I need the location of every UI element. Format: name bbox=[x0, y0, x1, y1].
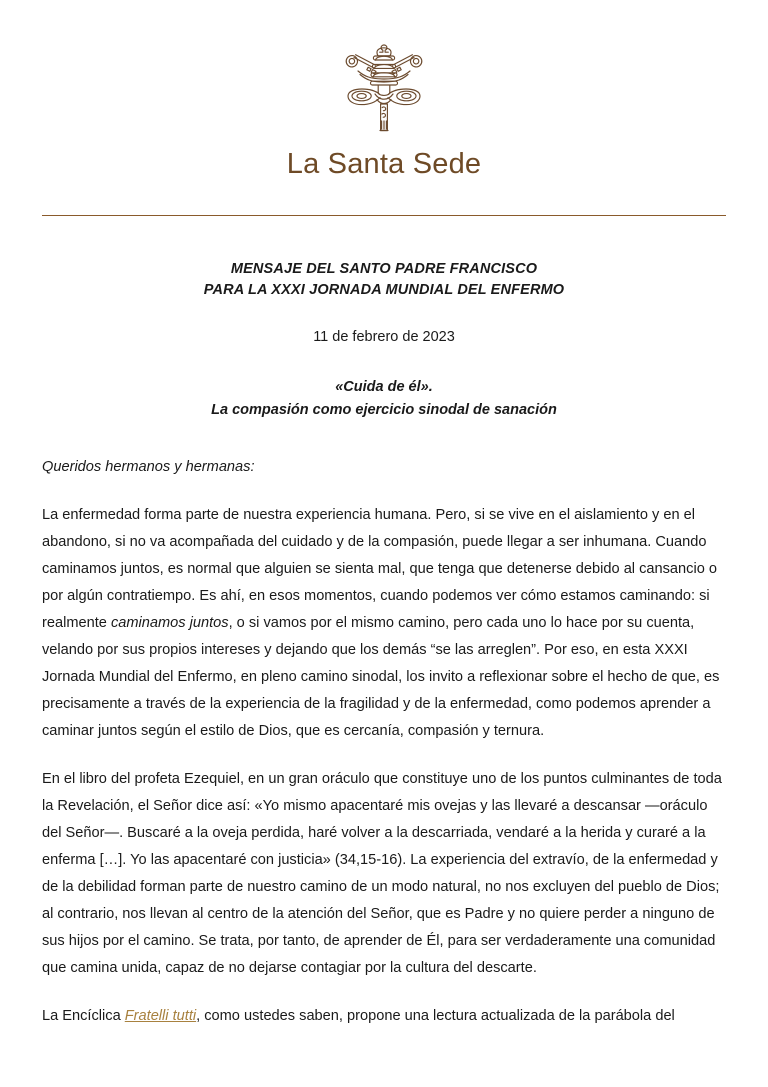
masthead bbox=[42, 0, 726, 216]
paragraph-3 bbox=[42, 1003, 726, 1030]
papal-coat-of-arms-icon bbox=[336, 38, 432, 138]
document-subtitle bbox=[42, 376, 726, 422]
paragraph-3-text-part-2: , como ustedes saben, propone una lectura actualizada de la parábola del bbox=[196, 1007, 675, 1024]
document-heading-line-2: PARA LA XXXI JORNADA MUNDIAL DEL ENFERMO bbox=[203, 281, 565, 298]
paragraph-1-emphasis: caminamos juntos bbox=[110, 614, 229, 631]
document-heading-line-1: MENSAJE DEL SANTO PADRE FRANCISCO bbox=[230, 260, 538, 277]
paragraph-1-text-part-2: , o si vamos por el mismo camino, pero cada uno lo hace por su cuenta, velando por sus propios intereses y dejando que los demás “se las arreglen”. Por eso, en esta XXXI Jornada Mundial del Enfermo, en pleno camino sinodal, los invito a reflexionar sobre el hecho de que, es precisamente a través de la experiencia de la fragilidad y de la enfermedad, como podemos aprender a caminar juntos según el estilo de Dios, que es cercanía, compasión y ternura. bbox=[42, 614, 720, 739]
document-subtitle-line-2: La compasión como ejercicio sinodal de sanación bbox=[211, 401, 557, 418]
header-divider bbox=[42, 215, 726, 216]
document-subtitle-line-1: «Cuida de él». bbox=[335, 378, 433, 395]
document-date: 11 de febrero de 2023 bbox=[313, 328, 455, 345]
paragraph-1-text-part-1: La enfermedad forma parte de nuestra experiencia humana. Pero, si se vive en el aislamiento y en el abandono, si no va acompañada del cuidado y de la compasión, puede llegar a ser inhumana. Cuando caminamos juntos, es normal que alguien se sienta mal, que tenga que detenerse debido al cansancio o por algún contratiempo. Es ahí, en esos momentos, cuando podemos ver cómo estamos caminando: si realmente bbox=[42, 506, 717, 631]
document-title-block bbox=[42, 259, 726, 422]
paragraph-3-text-part-1: La Encíclica bbox=[42, 1007, 125, 1024]
site-title: La Santa Sede bbox=[286, 148, 482, 180]
fratelli-tutti-link[interactable]: Fratelli tutti bbox=[124, 1007, 197, 1024]
document-body bbox=[42, 454, 726, 1030]
salutation: Queridos hermanos y hermanas: bbox=[42, 458, 255, 475]
paragraph-1 bbox=[42, 502, 726, 745]
paragraph-2: En el libro del profeta Ezequiel, en un gran oráculo que constituye uno de los puntos culminantes de toda la Revelación, el Señor dice así: «Yo mismo apacentaré mis ovejas y las llevaré a descansar —oráculo del Señor—. Buscaré a la oveja perdida, haré volver a la descarriada, vendaré a la herida y curaré a la enferma […]. Yo las apacentaré con justicia» (34,15-16). La experiencia del extravío, de la enfermedad y de la debilidad forman parte de nuestro camino de un modo natural, no nos excluyen del pueblo de Dios; al contrario, nos llevan al centro de la atención del Señor, que es Padre y no quiere perder a ninguno de sus hijos por el camino. Se trata, por tanto, de aprender de Él, para ser verdaderamente una comunidad que camina unida, capaz de no dejarse contagiar por la cultura del descarte. bbox=[42, 770, 722, 976]
